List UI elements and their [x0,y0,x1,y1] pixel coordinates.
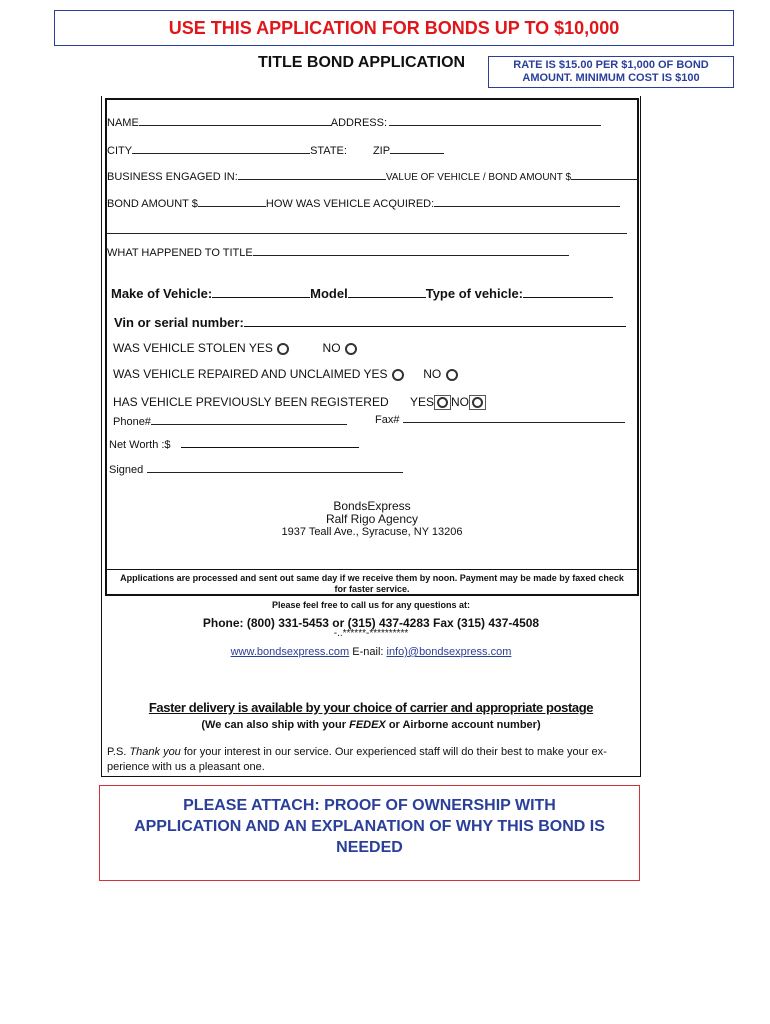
attach-line-2: APPLICATION AND AN EXPLANATION OF WHY THIS BOND IS [134,818,605,835]
registered-label: HAS VEHICLE PREVIOUSLY BEEN REGISTERED [113,395,389,409]
repaired-no-radio[interactable] [446,369,458,381]
row-signed [109,460,403,476]
registered-yes-label: YES [409,395,434,409]
business-label: BUSINESS ENGAGED IN: [107,171,238,183]
stolen-no-radio[interactable] [345,343,357,355]
phone-fax-line: Phone: (800) 331-5453 or (315) 437-4283 Fax (315) 437-4508 [202,616,540,630]
signed-label: Signed [109,464,144,476]
city-label: CITY [107,145,133,157]
signature-field[interactable] [147,460,403,473]
row-vin [114,314,626,330]
model-field[interactable] [348,285,426,298]
registered-no-label: NO [451,395,469,409]
form-title: TITLE BOND APPLICATION [258,54,466,71]
web-email-line [101,646,641,658]
attach-line-3: NEEDED [336,839,403,856]
row-make [111,285,613,301]
vin-field[interactable] [244,314,626,327]
attach-line-1: PLEASE ATTACH: PROOF OF OWNERSHIP WITH [183,797,556,814]
address-field[interactable] [389,113,601,126]
zip-label: ZIP [372,145,391,157]
postscript [107,745,637,775]
row-net-worth [109,435,359,451]
state-label: STATE: [310,145,347,157]
agency-address: 1937 Teall Ave., Syracuse, NY 13206 [281,526,463,538]
model-label: Model [310,286,348,301]
business-field[interactable] [238,167,386,180]
value-label: VALUE OF VEHICLE / BOND AMOUNT $ [385,172,572,183]
repaired-label: WAS VEHICLE REPAIRED AND UNCLAIMED YES [113,367,388,381]
how-acquired-label: HOW WAS VEHICLE ACQUIRED: [265,198,435,210]
row-what-happened [107,243,569,259]
zip-field[interactable] [390,141,444,154]
city-field[interactable] [132,141,310,154]
state-field[interactable] [347,141,373,154]
vin-label: Vin or serial number: [114,315,244,330]
rate-line-1: RATE IS $15.00 PER $1,000 OF BOND [513,59,709,71]
ship-fedex: FEDEX [349,719,386,731]
rate-box [488,56,734,88]
registered-yes-checkbox[interactable] [434,395,451,410]
contact-section [101,600,641,658]
ship-pre: (We can also ship with your [201,719,350,731]
ps-thanks: Thank you [129,746,181,758]
questions-text: Please feel free to call us for any questions at: [271,600,471,610]
phone-field[interactable] [151,412,347,425]
name-field[interactable] [139,113,331,126]
row-city [107,141,444,157]
ps-pre: P.S. [107,746,130,758]
make-label: Make of Vehicle: [111,286,213,301]
row-name [107,113,601,129]
ps-line-1 [107,745,637,760]
ship-post: or Airborne account number) [385,719,541,731]
stolen-yes-radio[interactable] [277,343,289,355]
row-stolen [113,341,357,355]
processing-notice [105,569,639,596]
value-field[interactable] [571,167,639,180]
delivery-note: Faster delivery is available by your choice of carrier and appropriate postage [148,700,594,715]
fax-field[interactable] [403,410,625,423]
email-label: E-nail: [349,646,387,658]
row-business [107,167,639,183]
how-acquired-field[interactable] [434,194,620,207]
website-link[interactable]: www.bondsexpress.com [230,646,350,658]
type-field[interactable] [523,285,613,298]
stolen-label: WAS VEHICLE STOLEN YES [113,341,273,355]
net-worth-label: Net Worth :$ [109,439,171,451]
top-banner [54,10,734,46]
agency-brand: BondsExpress [333,499,411,513]
what-happened-label: WHAT HAPPENED TO TITLE [107,247,253,259]
name-label: NAME [107,117,139,129]
row-fax [375,410,625,426]
row-repaired [113,367,458,381]
agency-name: Ralf Rigo Agency [325,512,419,526]
row-phone [113,412,347,428]
phone-label: Phone# [113,416,151,428]
notice-line-1: Applications are processed and sent out same day if we receive them by noon. Payment may be made by faxed check [120,573,624,583]
ps-line-2: perience with us a pleasant one. [107,761,265,773]
registered-yes-radio-icon [437,397,448,408]
what-happened-field[interactable] [253,243,569,256]
row-bond-amount [107,194,620,210]
agency-block [105,500,639,539]
notice-line-2: for faster service. [334,584,410,594]
net-worth-field[interactable] [181,435,359,448]
bond-amount-field[interactable] [198,194,266,207]
attach-box [99,785,640,881]
email-link[interactable]: info)@bondsexpress.com [386,646,512,658]
ship-note [101,719,641,731]
address-label: ADDRESS: [330,117,388,129]
row-registered [113,395,486,410]
repaired-yes-radio[interactable] [392,369,404,381]
make-field[interactable] [212,285,310,298]
stars-line: -..******-********** [333,628,409,639]
type-label: Type of vehicle: [425,286,524,301]
bond-amount-label: BOND AMOUNT $ [107,198,198,210]
registered-no-checkbox[interactable] [469,395,486,410]
stolen-no-label: NO [322,341,341,355]
extra-line[interactable] [107,233,627,234]
fax-label: Fax# [375,414,400,426]
registered-no-radio-icon [472,397,483,408]
repaired-no-label: NO [423,367,442,381]
ps-line-1-rest: for your interest in our service. Our experienced staff will do their best to make your ex- [180,746,607,758]
banner-text: USE THIS APPLICATION FOR BONDS UP TO $10,000 [168,17,620,38]
rate-line-2: AMOUNT. MINIMUM COST IS $100 [522,72,700,84]
